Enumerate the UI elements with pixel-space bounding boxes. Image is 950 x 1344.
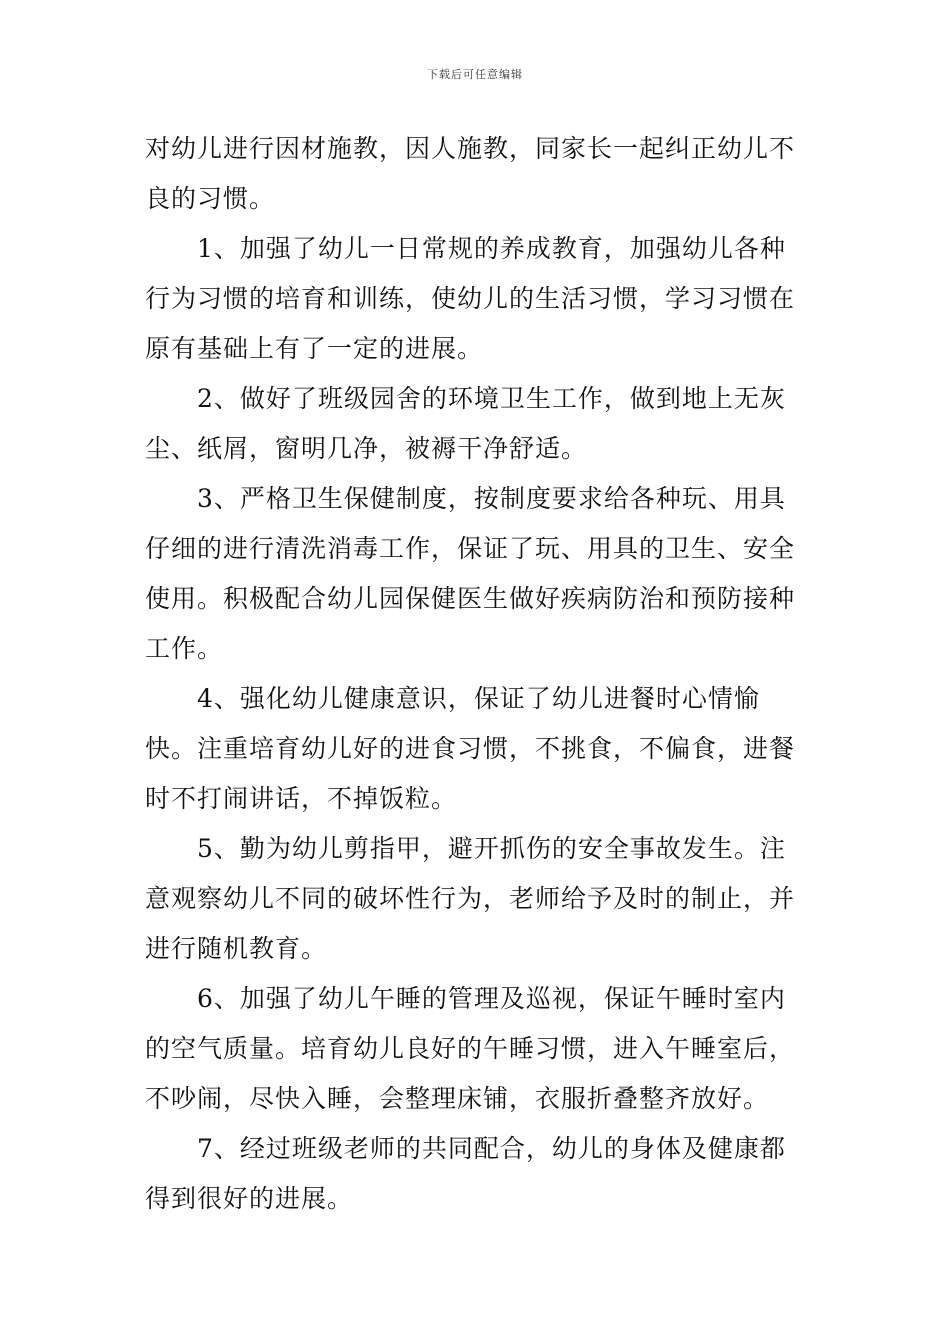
paragraph-item-7: 7、经过班级老师的共同配合，幼儿的身体及健康都得到很好的进展。	[145, 1134, 786, 1213]
paragraph-continuation: 对幼儿进行因材施教，因人施教，同家长一起纠正幼儿不良的习惯。	[145, 134, 796, 213]
paragraph-item-1: 1、加强了幼儿一日常规的养成教育，加强幼儿各种行为习惯的培育和训练，使幼儿的生活习惯，学习习惯在原有基础上有了一定的进展。	[145, 234, 796, 363]
page-header: 下载后可任意编辑	[427, 68, 523, 81]
paragraph-item-5: 5、勤为幼儿剪指甲，避开抓伤的安全事故发生。注意观察幼儿不同的破坏性行为，老师给予及时的制止，并进行随机教育。	[145, 834, 796, 963]
paragraph-item-2: 2、做好了班级园舍的环境卫生工作，做到地上无灰尘、纸屑，窗明几净，被褥干净舒适。	[145, 384, 786, 463]
paragraph-item-4: 4、强化幼儿健康意识，保证了幼儿进餐时心情愉快。注重培育幼儿好的进食习惯，不挑食，不偏食，进餐时不打闹讲话，不掉饭粒。	[145, 684, 796, 813]
paragraph-item-3: 3、严格卫生保健制度，按制度要求给各种玩、用具仔细的进行清洗消毒工作，保证了玩、用具的卫生、安全使用。积极配合幼儿园保健医生做好疾病防治和预防接种工作。	[145, 484, 796, 663]
document-body	[145, 124, 810, 1224]
paragraph-item-6: 6、加强了幼儿午睡的管理及巡视，保证午睡时室内的空气质量。培育幼儿良好的午睡习惯，进入午睡室后，不吵闹，尽快入睡，会整理床铺，衣服折叠整齐放好。	[145, 984, 796, 1113]
